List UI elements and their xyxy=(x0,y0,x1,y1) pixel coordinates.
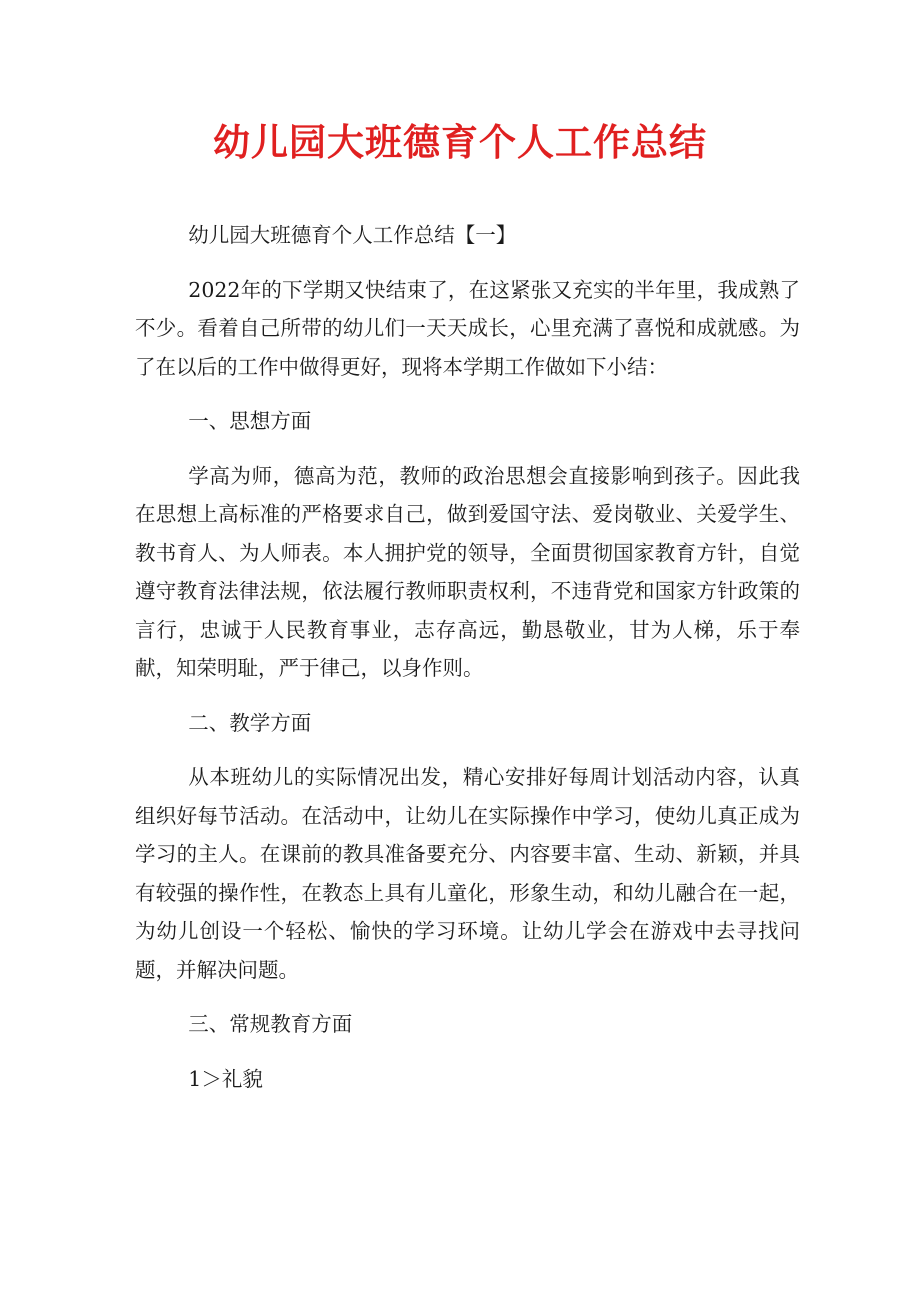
document-body xyxy=(135,216,800,1114)
section-body-thought: 学高为师，德高为范，教师的政治思想会直接影响到孩子。因此我在思想上高标准的严格要求自己，做到爱国守法、爱岗敬业、关爱学生、教书育人、为人师表。本人拥护党的领导，全面贯彻国家教育方针，自觉遵守教育法律法规，依法履行教师职责权利，不违背党和国家方针政策的言行，忠诚于人民教育事业，志存高远，勤恳敬业，甘为人梯，乐于奉献，知荣明耻，严于律己，以身作则。 xyxy=(135,463,800,680)
section-heading-thought: 一、思想方面 xyxy=(188,409,312,433)
intro-paragraph: 2022年的下学期又快结束了，在这紧张又充实的半年里，我成熟了不少。看着自己所带的幼儿们一天天成长，心里充满了喜悦和成就感。为了在以后的工作中做得更好，现将本学期工作做如下小结： xyxy=(135,277,800,379)
document-title: 幼儿园大班德育个人工作总结 xyxy=(213,121,707,164)
section-body-teaching: 从本班幼儿的实际情况出发，精心安排好每周计划活动内容，认真组织好每节活动。在活动中，让幼儿在实际操作中学习，使幼儿真正成为学习的主人。在课前的教具准备要充分、内容要丰富、生动、新颖，并具有较强的操作性，在教态上具有儿童化，形象生动，和幼儿融合在一起，为幼儿创设一个轻松、愉快的学习环境。让幼儿学会在游戏中去寻找问题，并解决问题。 xyxy=(135,765,800,982)
section-heading-routine: 三、常规教育方面 xyxy=(188,1012,353,1036)
section-item-courtesy: 1＞礼貌 xyxy=(188,1066,263,1091)
section-heading-teaching: 二、教学方面 xyxy=(188,710,312,735)
document-subtitle: 幼儿园大班德育个人工作总结【一】 xyxy=(188,223,517,247)
